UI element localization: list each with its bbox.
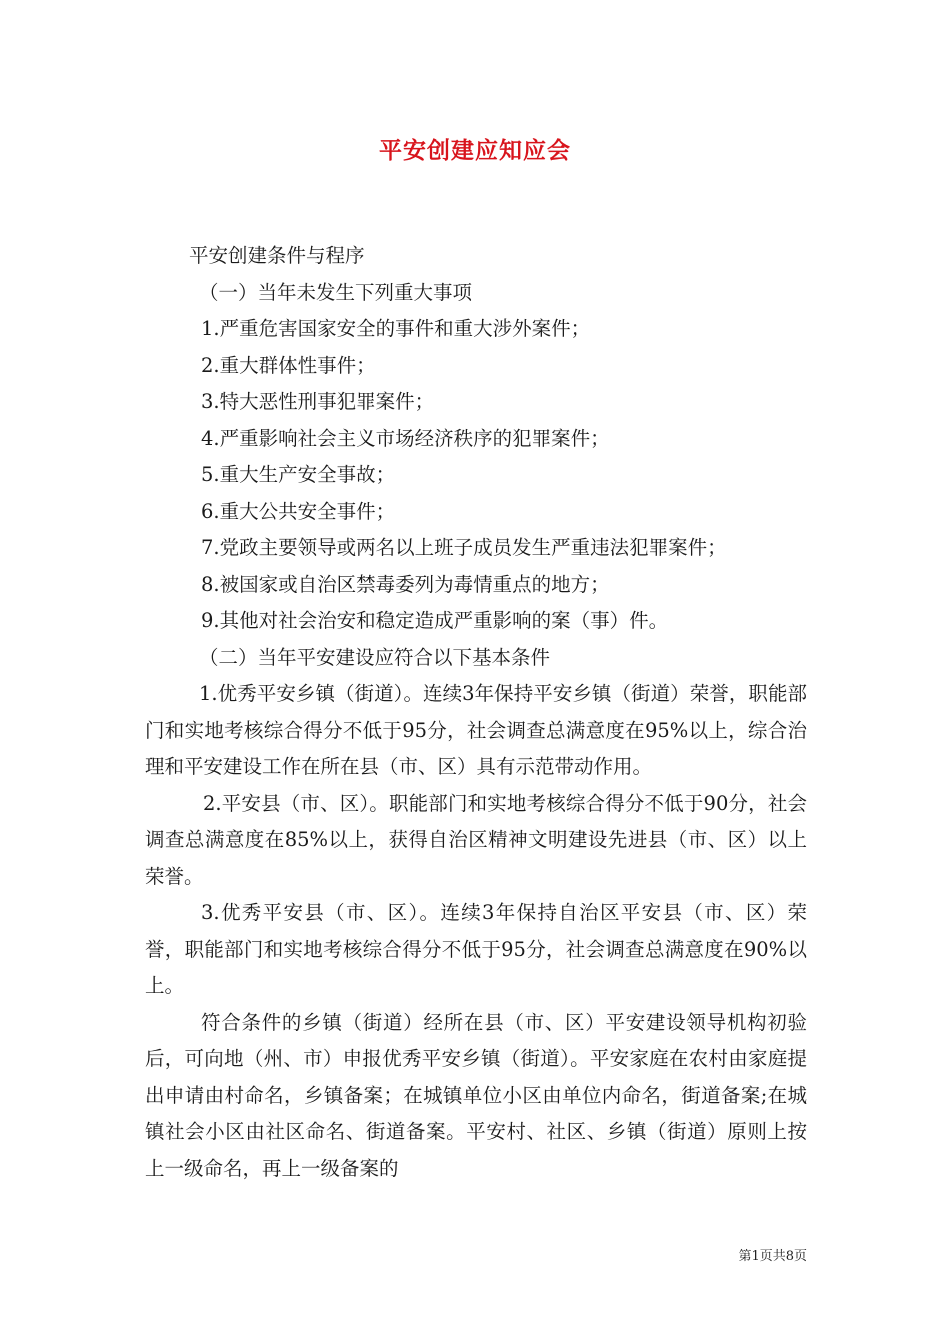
document-title: 平安创建应知应会 — [379, 137, 571, 164]
list-item: 9.其他对社会治安和稳定造成严重影响的案（事）件。 — [201, 609, 669, 632]
list-item: 2.重大群体性事件； — [201, 353, 376, 377]
list-item: 5.重大生产安全事故； — [201, 463, 396, 486]
list-item: 4.严重影响社会主义市场经济秩序的犯罪案件； — [201, 426, 610, 450]
subsection-heading-2: （二）当年平安建设应符合以下基本条件 — [199, 645, 551, 669]
page-indicator: 第1页共8页 — [738, 1249, 807, 1264]
paragraph: 3.优秀平安县（市、区）。连续3年保持自治区平安县（市、区）荣誉，职能部门和实地考核综合得分不低于95分，社会调查总满意度在90%以上。 — [145, 901, 807, 997]
list-item: 7.党政主要领导或两名以上班子成员发生严重违法犯罪案件； — [201, 536, 727, 559]
list-item: 6.重大公共安全事件； — [201, 499, 396, 523]
paragraph: 符合条件的乡镇（街道）经所在县（市、区）平安建设领导机构初验后，可向地（州、市）申报优秀平安乡镇（街道）。平安家庭在农村由家庭提出申请由村命名，乡镇备案；在城镇单位小区由单位内命名，街道备案;在城镇社会小区由社区命名、街道备案。平安村、社区、乡镇（街道）原则上按上一级命名，再上一级备案的 — [145, 1010, 807, 1180]
paragraph: 2.平安县（市、区）。职能部门和实地考核综合得分不低于90分，社会调查总满意度在85%以上，获得自治区精神文明建设先进县（市、区）以上荣誉。 — [145, 791, 807, 888]
list-item: 3.特大恶性刑事犯罪案件； — [201, 390, 435, 413]
list-item: 8.被国家或自治区禁毒委列为毒情重点的地方； — [201, 572, 610, 596]
subsection-heading-1: （一）当年未发生下列重大事项 — [199, 280, 473, 304]
section-heading: 平安创建条件与程序 — [189, 244, 365, 267]
paragraph: 1.优秀平安乡镇（街道）。连续3年保持平安乡镇（街道）荣誉，职能部门和实地考核综合得分不低于95分，社会调查总满意度在95%以上，综合治理和平安建设工作在所在县（市、区）具有示范带动作用。 — [145, 682, 807, 778]
document-body — [145, 238, 807, 1187]
list-item: 1.严重危害国家安全的事件和重大涉外案件； — [201, 317, 591, 340]
